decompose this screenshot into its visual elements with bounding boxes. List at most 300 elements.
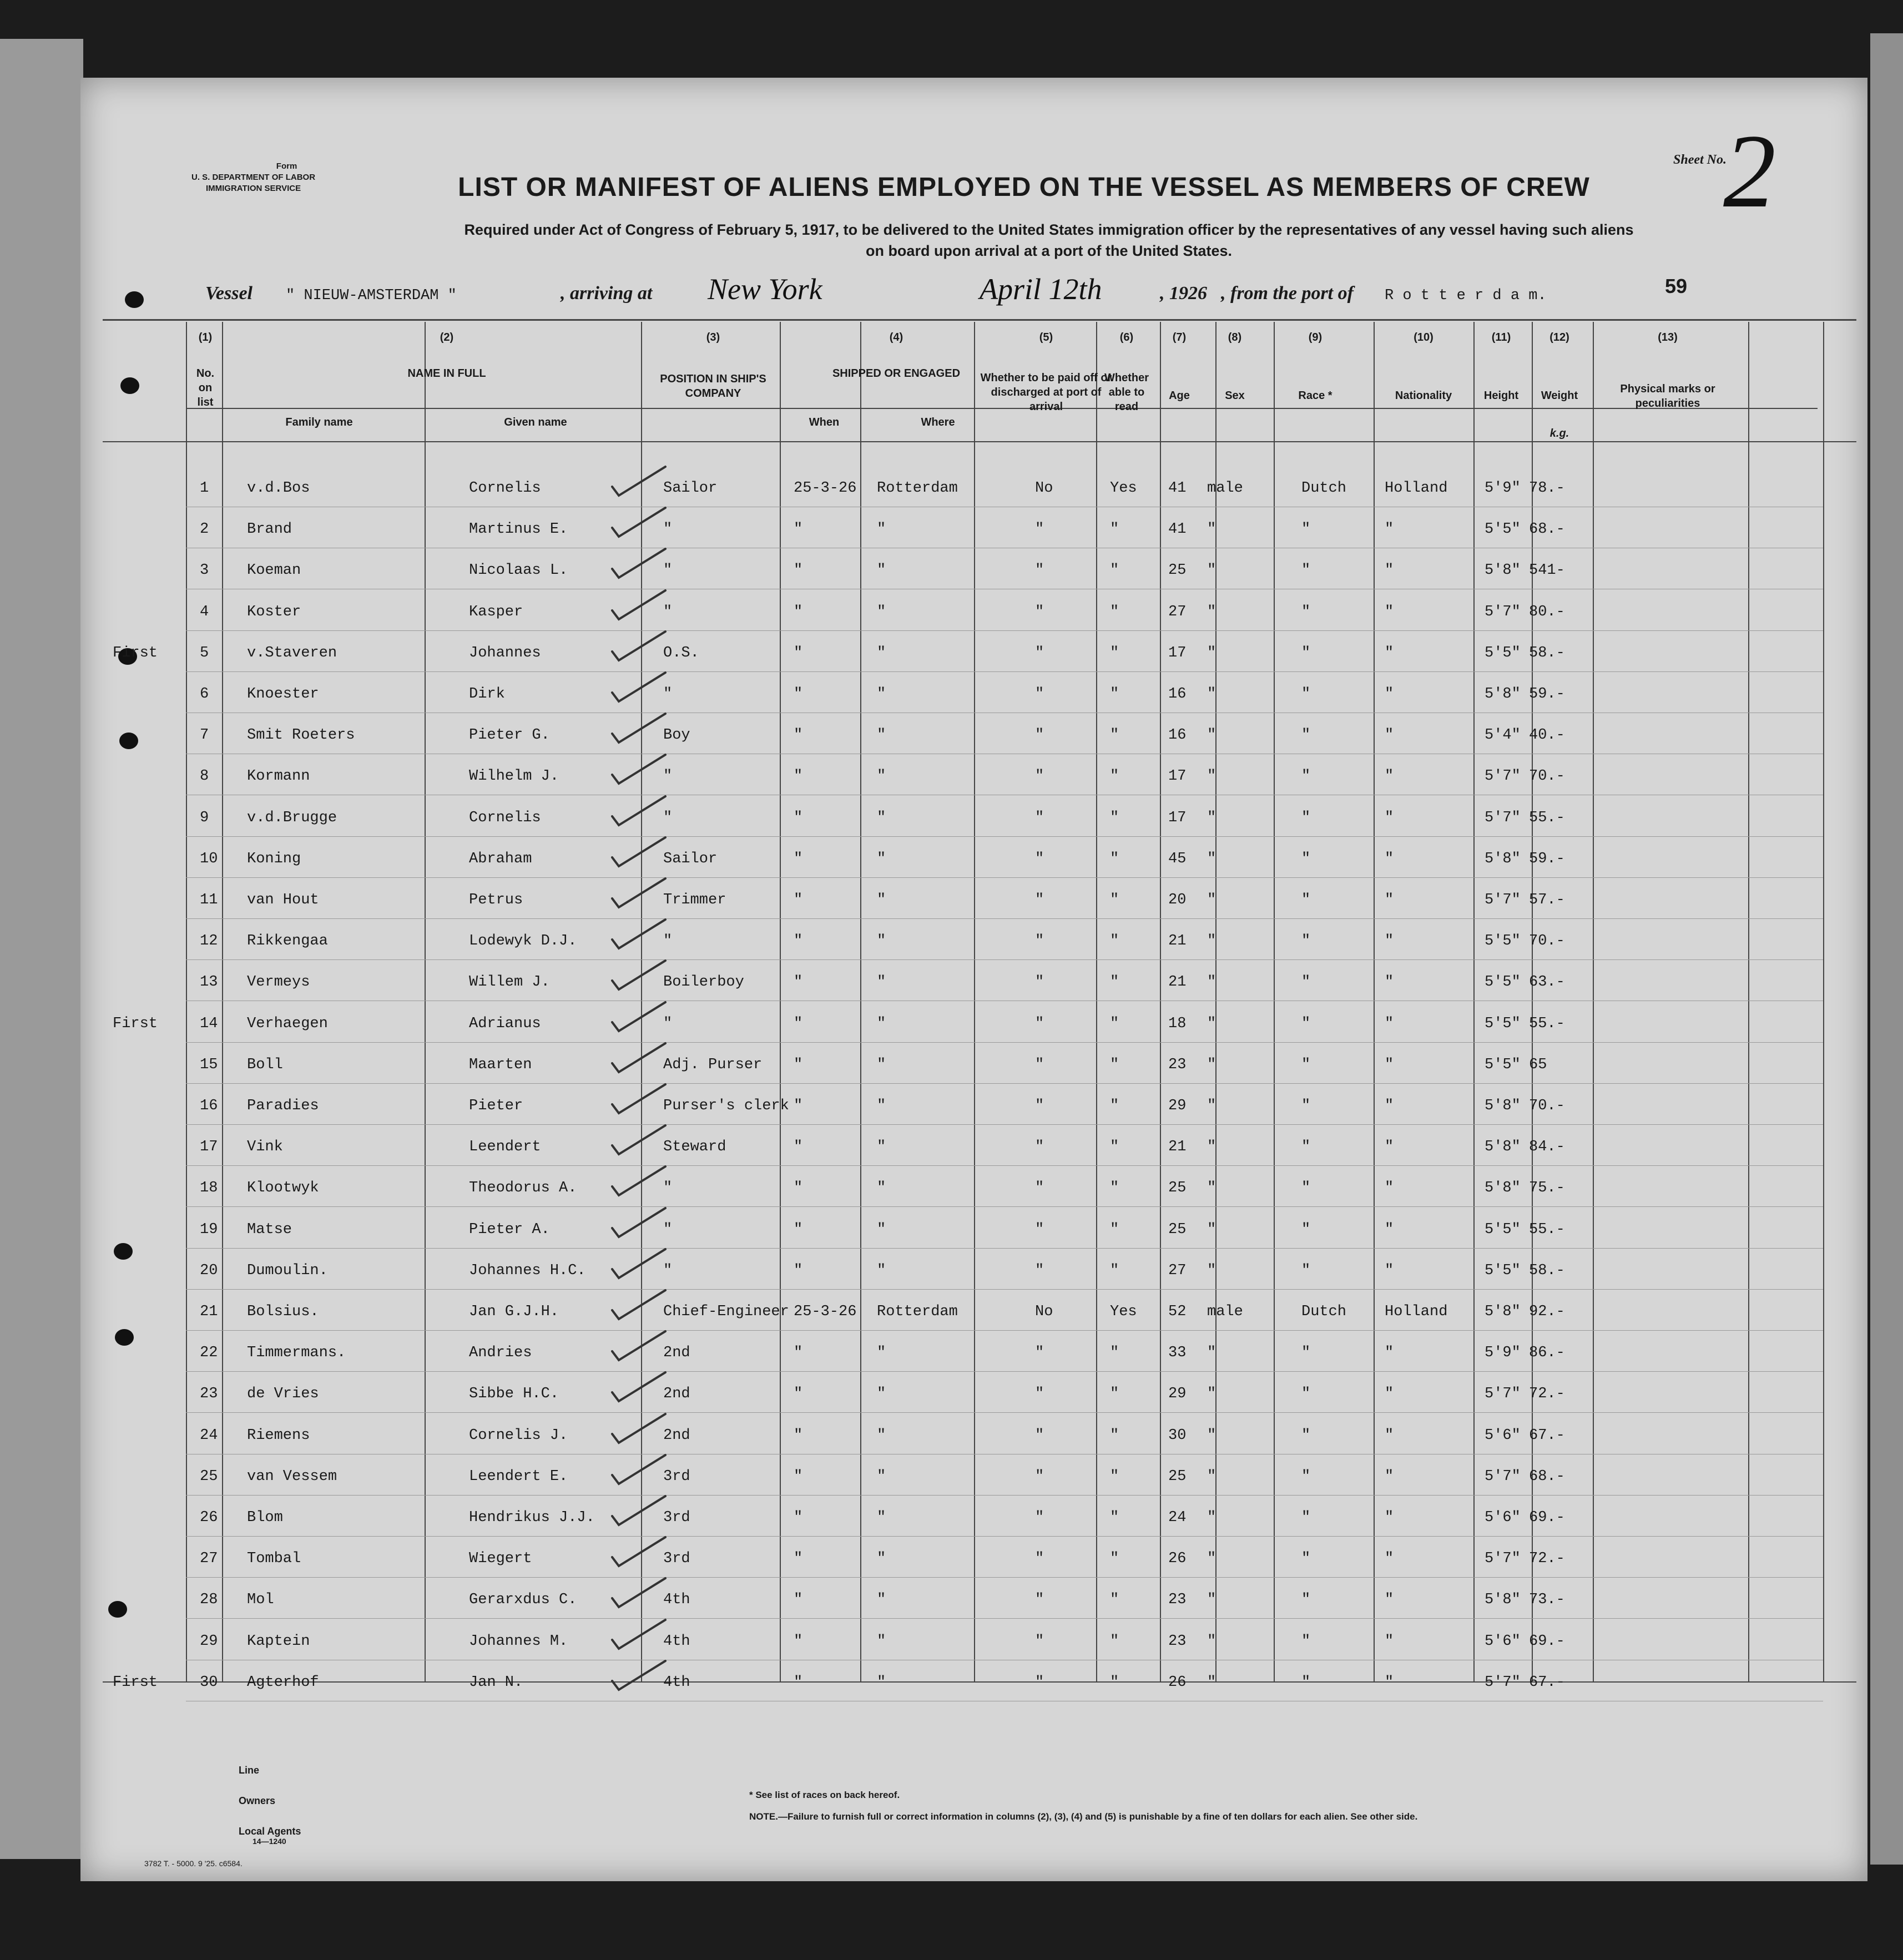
- shipped-when: ": [794, 1386, 803, 1403]
- paid-off: ": [1035, 1056, 1044, 1073]
- shipped-where: ": [877, 1550, 886, 1568]
- check-mark-icon: [608, 1453, 669, 1486]
- position: ": [663, 809, 673, 826]
- given-name: Nicolaas L.: [469, 562, 568, 579]
- family-name: van Hout: [247, 892, 319, 908]
- position: Purser's clerk: [663, 1098, 789, 1114]
- col4a-header: When: [809, 416, 840, 428]
- position: Boilerboy: [663, 974, 744, 991]
- column-rule: [780, 322, 781, 1681]
- age: 41: [1168, 521, 1187, 538]
- weight: 84.-: [1529, 1139, 1565, 1156]
- paid-off: ": [1035, 521, 1044, 538]
- row-rule: [186, 1124, 1823, 1125]
- shipped-when: ": [794, 850, 803, 867]
- row-rule: [186, 1536, 1823, 1537]
- row-number: 7: [200, 727, 209, 744]
- shipped-when: ": [794, 1633, 803, 1650]
- age: 20: [1168, 892, 1187, 908]
- col2-header: NAME IN FULL: [407, 367, 486, 380]
- paid-off: ": [1035, 974, 1044, 991]
- shipped-where: ": [877, 768, 886, 785]
- nationality: ": [1385, 1592, 1394, 1609]
- race: ": [1301, 1592, 1311, 1609]
- age: 30: [1168, 1427, 1187, 1444]
- check-mark-icon: [608, 794, 669, 827]
- check-mark-icon: [608, 876, 669, 910]
- position: Steward: [663, 1139, 726, 1156]
- nationality: ": [1385, 1056, 1394, 1073]
- shipped-when: 25-3-26: [794, 480, 857, 497]
- row-number: 14: [200, 1015, 218, 1032]
- sex: ": [1207, 1345, 1216, 1362]
- height: 5'7": [1485, 1468, 1521, 1485]
- paid-off: ": [1035, 809, 1044, 826]
- col7-number: (7): [1172, 331, 1187, 343]
- col9-header: Race *: [1298, 390, 1332, 402]
- height: 5'6": [1485, 1633, 1521, 1650]
- subtitle-line-1: Required under Act of Congress of February 5, 1917, to be delivered to the United States immigration officer by the representatives of any vessel having such aliens: [464, 221, 1634, 238]
- sex: ": [1207, 1098, 1216, 1114]
- nationality: ": [1385, 1345, 1394, 1362]
- sex: ": [1207, 809, 1216, 826]
- sex: ": [1207, 974, 1216, 991]
- row-rule: [186, 1412, 1823, 1413]
- table-bottom-border: [103, 1681, 1856, 1683]
- sex: ": [1207, 1056, 1216, 1073]
- position: 2nd: [663, 1386, 690, 1403]
- height: 5'6": [1485, 1427, 1521, 1444]
- check-mark-icon: [608, 1370, 669, 1403]
- race: ": [1301, 562, 1311, 579]
- shipped-where: ": [877, 1221, 886, 1238]
- row-rule: [186, 1248, 1823, 1249]
- family-name: v.Staveren: [247, 644, 337, 661]
- col2a-header: Family name: [285, 416, 353, 428]
- shipped-when: ": [794, 727, 803, 744]
- race: ": [1301, 603, 1311, 620]
- family-name: Klootwyk: [247, 1180, 319, 1197]
- weight: 65: [1529, 1056, 1547, 1073]
- given-name: Wilhelm J.: [469, 768, 559, 785]
- check-mark-icon: [608, 917, 669, 951]
- height: 5'5": [1485, 1221, 1521, 1238]
- nationality: ": [1385, 1098, 1394, 1114]
- col9-number: (9): [1308, 331, 1322, 343]
- height: 5'9": [1485, 1345, 1521, 1362]
- paid-off: ": [1035, 1386, 1044, 1403]
- height: 5'5": [1485, 521, 1521, 538]
- shipped-where: ": [877, 1015, 886, 1032]
- sex: ": [1207, 686, 1216, 703]
- paid-off: ": [1035, 1180, 1044, 1197]
- race: ": [1301, 974, 1311, 991]
- age: 25: [1168, 562, 1187, 579]
- family-name: Smit Roeters: [247, 727, 355, 744]
- check-mark-icon: [608, 1576, 669, 1609]
- row-rule: [186, 630, 1823, 631]
- nationality: ": [1385, 892, 1394, 908]
- row-number: 15: [200, 1056, 218, 1073]
- check-mark-icon: [608, 835, 669, 868]
- row-number: 6: [200, 686, 209, 703]
- check-mark-icon: [608, 1082, 669, 1115]
- row-number: 11: [200, 892, 218, 908]
- able-to-read: Yes: [1110, 480, 1137, 497]
- shipped-where: ": [877, 1674, 886, 1691]
- service-label: IMMIGRATION SERVICE: [205, 184, 301, 193]
- able-to-read: ": [1110, 974, 1119, 991]
- family-name: Rikkengaa: [247, 933, 328, 950]
- shipped-where: ": [877, 1633, 886, 1650]
- sex: ": [1207, 933, 1216, 950]
- shipped-where: ": [877, 1386, 886, 1403]
- given-name: Maarten: [469, 1056, 532, 1073]
- row-rule: [186, 959, 1823, 960]
- shipped-when: ": [794, 974, 803, 991]
- given-name: Pieter G.: [469, 727, 550, 744]
- paid-off: ": [1035, 1633, 1044, 1650]
- weight: 70.-: [1529, 768, 1565, 785]
- race: ": [1301, 1262, 1311, 1279]
- height: 5'5": [1485, 1015, 1521, 1032]
- age: 21: [1168, 933, 1187, 950]
- row-number: 20: [200, 1262, 218, 1279]
- family-name: Tombal: [247, 1550, 301, 1568]
- sex: ": [1207, 1180, 1216, 1197]
- col10-header: Nationality: [1395, 390, 1452, 402]
- race: ": [1301, 850, 1311, 867]
- position: Chief-Engineer: [663, 1304, 789, 1320]
- nationality: ": [1385, 1509, 1394, 1526]
- position: 4th: [663, 1592, 690, 1609]
- age: 23: [1168, 1056, 1187, 1073]
- check-mark-icon: [608, 547, 669, 580]
- shipped-where: ": [877, 1180, 886, 1197]
- paid-off: ": [1035, 1468, 1044, 1485]
- paid-off: ": [1035, 850, 1044, 867]
- paid-off: ": [1035, 1262, 1044, 1279]
- age: 23: [1168, 1592, 1187, 1609]
- row-rule: [186, 1495, 1823, 1496]
- race: ": [1301, 1180, 1311, 1197]
- nationality: ": [1385, 1386, 1394, 1403]
- family-name: Brand: [247, 521, 292, 538]
- column-rule: [860, 322, 861, 1681]
- given-name: Abraham: [469, 850, 532, 867]
- weight: 55.-: [1529, 1015, 1565, 1032]
- line-label: Line: [239, 1765, 260, 1776]
- nationality: ": [1385, 644, 1394, 661]
- col13-header: Physical marks or peculiarities: [1620, 383, 1715, 410]
- check-mark-icon: [608, 1535, 669, 1568]
- height: 5'7": [1485, 1674, 1521, 1691]
- given-name: Pieter: [469, 1098, 523, 1114]
- able-to-read: ": [1110, 1468, 1119, 1485]
- shipped-when: ": [794, 521, 803, 538]
- shipped-when: ": [794, 1345, 803, 1362]
- subtitle-line-2: on board upon arrival at a port of the United States.: [865, 243, 1233, 259]
- shipped-where: ": [877, 727, 886, 744]
- age: 16: [1168, 686, 1187, 703]
- row-number: 4: [200, 603, 209, 620]
- sex: male: [1207, 1304, 1243, 1320]
- row-number: 3: [200, 562, 209, 579]
- family-name: Blom: [247, 1509, 283, 1526]
- agents-code: 14—1240: [253, 1837, 286, 1846]
- nationality: ": [1385, 1674, 1394, 1691]
- race: ": [1301, 521, 1311, 538]
- able-to-read: ": [1110, 1139, 1119, 1156]
- shipped-when: ": [794, 1262, 803, 1279]
- col3-header: POSITION IN SHIP'S COMPANY: [660, 373, 766, 400]
- owners-label: Owners: [239, 1795, 276, 1806]
- paid-off: ": [1035, 1015, 1044, 1032]
- col13-number: (13): [1658, 331, 1678, 343]
- shipped-where: ": [877, 644, 886, 661]
- paid-off: No: [1035, 480, 1053, 497]
- sex: ": [1207, 644, 1216, 661]
- given-name: Gerarxdus C.: [469, 1592, 577, 1609]
- race: ": [1301, 1056, 1311, 1073]
- given-name: Theodorus A.: [469, 1180, 577, 1197]
- height: 5'6": [1485, 1509, 1521, 1526]
- race: Dutch: [1301, 480, 1347, 497]
- row-number: 1: [200, 480, 209, 497]
- given-name: Dirk: [469, 686, 505, 703]
- nationality: ": [1385, 809, 1394, 826]
- weight: 55.-: [1529, 809, 1565, 826]
- shipped-when: ": [794, 1015, 803, 1032]
- shipped-when: ": [794, 686, 803, 703]
- age: 29: [1168, 1386, 1187, 1403]
- punch-hole: [125, 291, 144, 308]
- age: 25: [1168, 1180, 1187, 1197]
- row-number: 24: [200, 1427, 218, 1444]
- check-mark-icon: [608, 1659, 669, 1692]
- col6-header: Whether able to read: [1104, 372, 1149, 413]
- family-name: Koeman: [247, 562, 301, 579]
- row-number: 23: [200, 1386, 218, 1403]
- race: ": [1301, 644, 1311, 661]
- able-to-read: ": [1110, 1262, 1119, 1279]
- height: 5'8": [1485, 1592, 1521, 1609]
- able-to-read: ": [1110, 1056, 1119, 1073]
- age: 23: [1168, 1633, 1187, 1650]
- family-name: Agterhof: [247, 1674, 319, 1691]
- shipped-when: ": [794, 1221, 803, 1238]
- row-number: 5: [200, 644, 209, 661]
- shipped-where: ": [877, 1139, 886, 1156]
- height: 5'5": [1485, 1056, 1521, 1073]
- sheet-label: Sheet No.: [1673, 153, 1727, 167]
- weight: 67.-: [1529, 1674, 1565, 1691]
- family-name: Riemens: [247, 1427, 310, 1444]
- nationality: ": [1385, 1221, 1394, 1238]
- weight: 80.-: [1529, 603, 1565, 620]
- col4-number: (4): [889, 331, 903, 343]
- weight: 40.-: [1529, 727, 1565, 744]
- given-name: Wiegert: [469, 1550, 532, 1568]
- row-rule: [186, 1083, 1823, 1084]
- family-name: Bolsius.: [247, 1304, 319, 1320]
- sex: ": [1207, 521, 1216, 538]
- able-to-read: ": [1110, 1674, 1119, 1691]
- column-rule: [1473, 322, 1475, 1681]
- given-name: Andries: [469, 1345, 532, 1362]
- row-number: 13: [200, 974, 218, 991]
- row-number: 2: [200, 521, 209, 538]
- shipped-when: ": [794, 1180, 803, 1197]
- position: Trimmer: [663, 892, 726, 908]
- shipped-when: 25-3-26: [794, 1304, 857, 1320]
- nationality: ": [1385, 1139, 1394, 1156]
- col4b-header: Where: [921, 416, 955, 428]
- page-subtitle: [314, 219, 1784, 261]
- given-name: Pieter A.: [469, 1221, 550, 1238]
- row-number: 10: [200, 850, 218, 867]
- check-mark-icon: [608, 958, 669, 992]
- check-mark-icon: [608, 1412, 669, 1445]
- nationality: ": [1385, 933, 1394, 950]
- able-to-read: ": [1110, 1015, 1119, 1032]
- nationality: ": [1385, 1633, 1394, 1650]
- height: 5'5": [1485, 644, 1521, 661]
- column-rule: [222, 322, 223, 1681]
- paid-off: ": [1035, 1139, 1044, 1156]
- race: ": [1301, 727, 1311, 744]
- shipped-where: ": [877, 1056, 886, 1073]
- column-rule: [425, 322, 426, 1681]
- able-to-read: ": [1110, 603, 1119, 620]
- given-name: Petrus: [469, 892, 523, 908]
- given-name: Hendrikus J.J.: [469, 1509, 595, 1526]
- position: Adj. Purser: [663, 1056, 763, 1073]
- column-rule: [1374, 322, 1375, 1681]
- col12-header: Weight: [1541, 390, 1578, 402]
- position: 2nd: [663, 1345, 690, 1362]
- sheet-number: 2: [1723, 113, 1776, 230]
- height: 5'8": [1485, 1304, 1521, 1320]
- col11-header: Height: [1483, 390, 1519, 402]
- height: 5'7": [1485, 1550, 1521, 1568]
- weight: 57.-: [1529, 892, 1565, 908]
- sex: ": [1207, 1139, 1216, 1156]
- row-number: 21: [200, 1304, 218, 1320]
- height: 5'7": [1485, 809, 1521, 826]
- arrival-date: April 12th: [980, 272, 1102, 306]
- weight: 59.-: [1529, 686, 1565, 703]
- shipped-when: ": [794, 1550, 803, 1568]
- race: ": [1301, 1098, 1311, 1114]
- family-name: Paradies: [247, 1098, 319, 1114]
- margin-note: First: [113, 1015, 158, 1032]
- department-header: [191, 161, 315, 194]
- race: ": [1301, 1139, 1311, 1156]
- row-number: 18: [200, 1180, 218, 1197]
- row-rule: [186, 1618, 1823, 1619]
- sex: ": [1207, 850, 1216, 867]
- weight: 58.-: [1529, 1262, 1565, 1279]
- family-name: v.d.Brugge: [247, 809, 337, 826]
- weight: 72.-: [1529, 1386, 1565, 1403]
- col8-number: (8): [1228, 331, 1242, 343]
- position: Sailor: [663, 480, 718, 497]
- position: ": [663, 1015, 673, 1032]
- column-rule: [1593, 322, 1594, 1681]
- able-to-read: ": [1110, 521, 1119, 538]
- height: 5'8": [1485, 686, 1521, 703]
- weight: 78.-: [1529, 480, 1565, 497]
- height: 5'8": [1485, 1180, 1521, 1197]
- shipped-where: ": [877, 1592, 886, 1609]
- shipped-when: ": [794, 809, 803, 826]
- shipped-when: ": [794, 1592, 803, 1609]
- position: 2nd: [663, 1427, 690, 1444]
- nationality: Holland: [1385, 1304, 1448, 1320]
- position: 3rd: [663, 1550, 690, 1568]
- row-number: 9: [200, 809, 209, 826]
- sex: ": [1207, 603, 1216, 620]
- shipped-when: ": [794, 1056, 803, 1073]
- given-name: Johannes M.: [469, 1633, 568, 1650]
- nationality: ": [1385, 850, 1394, 867]
- able-to-read: ": [1110, 933, 1119, 950]
- paid-off: ": [1035, 933, 1044, 950]
- race: ": [1301, 1015, 1311, 1032]
- position: ": [663, 933, 673, 950]
- col8-header: Sex: [1225, 390, 1245, 402]
- race: Dutch: [1301, 1304, 1347, 1320]
- age: 26: [1168, 1674, 1187, 1691]
- sex: ": [1207, 1468, 1216, 1485]
- age: 27: [1168, 1262, 1187, 1279]
- check-mark-icon: [608, 629, 669, 663]
- age: 17: [1168, 768, 1187, 785]
- col2b-header: Given name: [504, 416, 567, 428]
- department-label: U. S. DEPARTMENT OF LABOR: [191, 173, 316, 182]
- shipped-where: Rotterdam: [877, 480, 958, 497]
- weight: 68.-: [1529, 521, 1565, 538]
- race: ": [1301, 1386, 1311, 1403]
- family-name: Knoester: [247, 686, 319, 703]
- punch-hole: [115, 1329, 134, 1346]
- paid-off: ": [1035, 1221, 1044, 1238]
- position: Boy: [663, 727, 690, 744]
- paid-off: ": [1035, 1345, 1044, 1362]
- page-title: LIST OR MANIFEST OF ALIENS EMPLOYED ON THE VESSEL AS MEMBERS OF CREW: [458, 173, 1590, 202]
- form-label: Form: [276, 161, 297, 171]
- able-to-read: ": [1110, 1633, 1119, 1650]
- col1-number: (1): [198, 331, 213, 343]
- races-note: * See list of races on back hereof.: [749, 1790, 900, 1800]
- row-rule: [186, 1289, 1823, 1290]
- able-to-read: ": [1110, 1509, 1119, 1526]
- paid-off: ": [1035, 768, 1044, 785]
- col5-header: Whether to be paid off or discharged at port of arrival: [980, 372, 1112, 413]
- family-name: Timmermans.: [247, 1345, 346, 1362]
- column-rule: [186, 322, 187, 1681]
- able-to-read: ": [1110, 562, 1119, 579]
- shipped-where: ": [877, 521, 886, 538]
- nationality: ": [1385, 686, 1394, 703]
- age: 33: [1168, 1345, 1187, 1362]
- manifest-page: [80, 78, 1867, 1881]
- sex: ": [1207, 1386, 1216, 1403]
- shipped-where: ": [877, 1468, 886, 1485]
- sex: ": [1207, 1509, 1216, 1526]
- race: ": [1301, 1550, 1311, 1568]
